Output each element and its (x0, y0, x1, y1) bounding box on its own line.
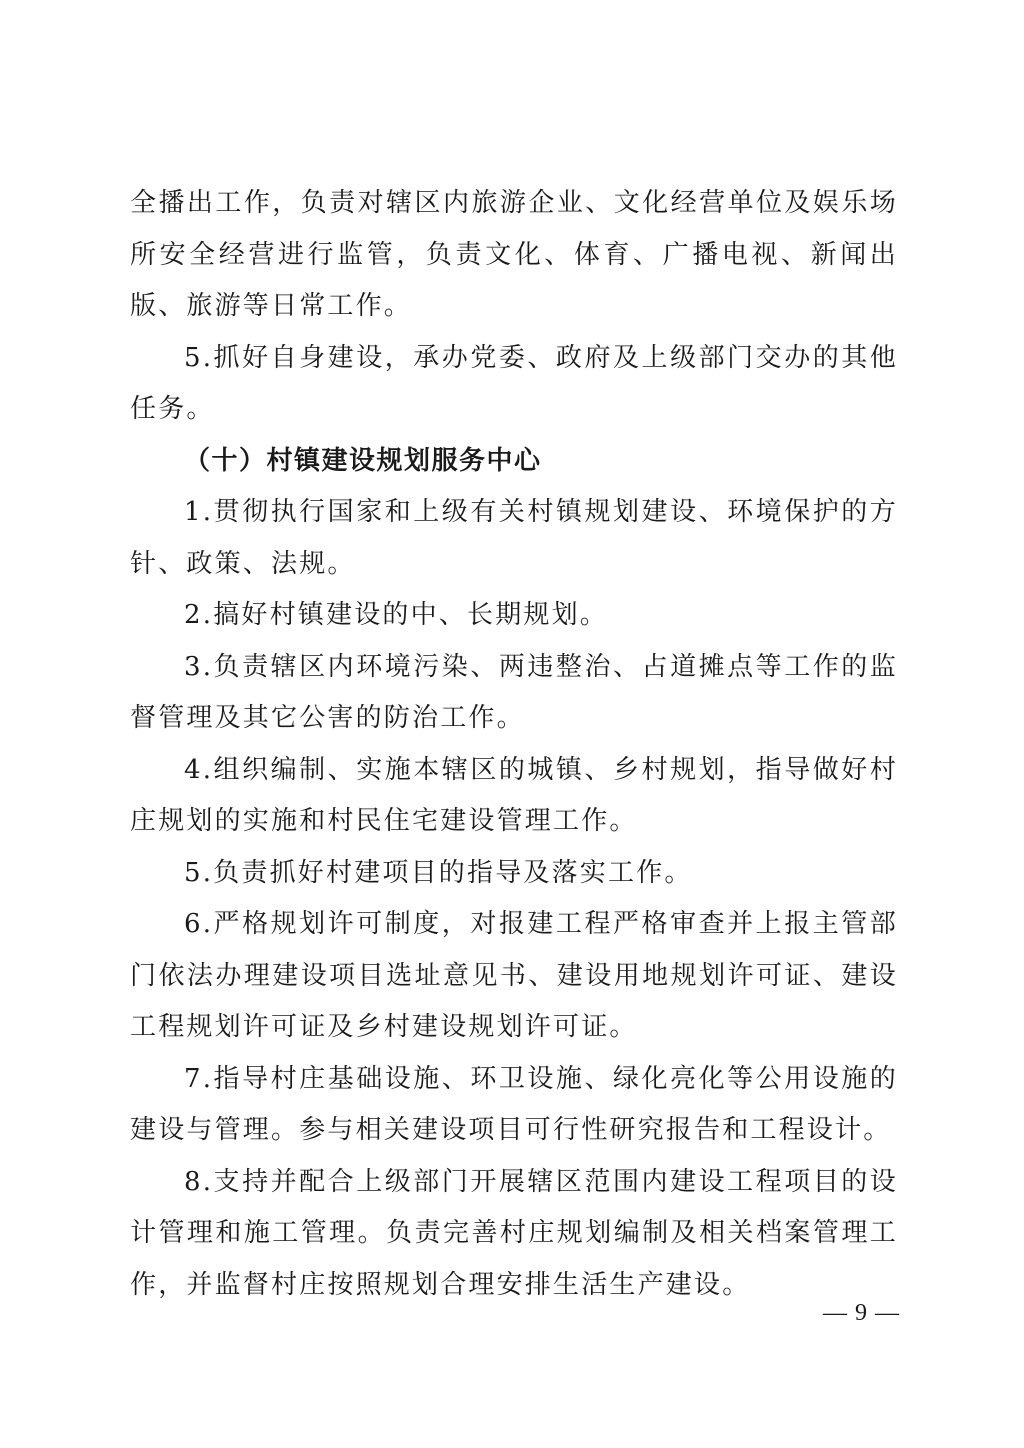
paragraph-continuation: 全播出工作，负责对辖区内旅游企业、文化经营单位及娱乐场所安全经营进行监管，负责文化、体育、广播电视、新闻出版、旅游等日常工作。 (130, 188, 898, 321)
document-body (130, 178, 898, 1311)
paragraph-item: 5.抓好自身建设，承办党委、政府及上级部门交办的其他任务。 (130, 342, 898, 424)
paragraph-item: 5.负责抓好村建项目的指导及落实工作。 (184, 857, 693, 888)
paragraph-item: 4.组织编制、实施本辖区的城镇、乡村规划，指导做好村庄规划的实施和村民住宅建设管理工作。 (130, 754, 898, 836)
paragraph-item: 8.支持并配合上级部门开展辖区范围内建设工程项目的设计管理和施工管理。负责完善村庄规划编制及相关档案管理工作，并监督村庄按照规划合理安排生活生产建设。 (130, 1166, 898, 1300)
paragraph-item: 7.指导村庄基础设施、环卫设施、绿化亮化等公用设施的建设与管理。参与相关建设项目可行性研究报告和工程设计。 (130, 1063, 898, 1145)
paragraph-item: 6.严格规划许可制度，对报建工程严格审查并上报主管部门依法办理建设项目选址意见书、建设用地规划许可证、建设工程规划许可证及乡村建设规划许可证。 (130, 909, 898, 1042)
paragraph-item: 1.贯彻执行国家和上级有关村镇规划建设、环境保护的方针、政策、法规。 (130, 497, 898, 579)
paragraph-item: 3.负责辖区内环境污染、两违整治、占道摊点等工作的监督管理及其它公害的防治工作。 (130, 651, 898, 733)
paragraph-item: 2.搞好村镇建设的中、长期规划。 (184, 600, 609, 630)
page-number: — 9 — (823, 1300, 900, 1326)
section-heading: （十）村镇建设规划服务中心 (184, 445, 542, 476)
